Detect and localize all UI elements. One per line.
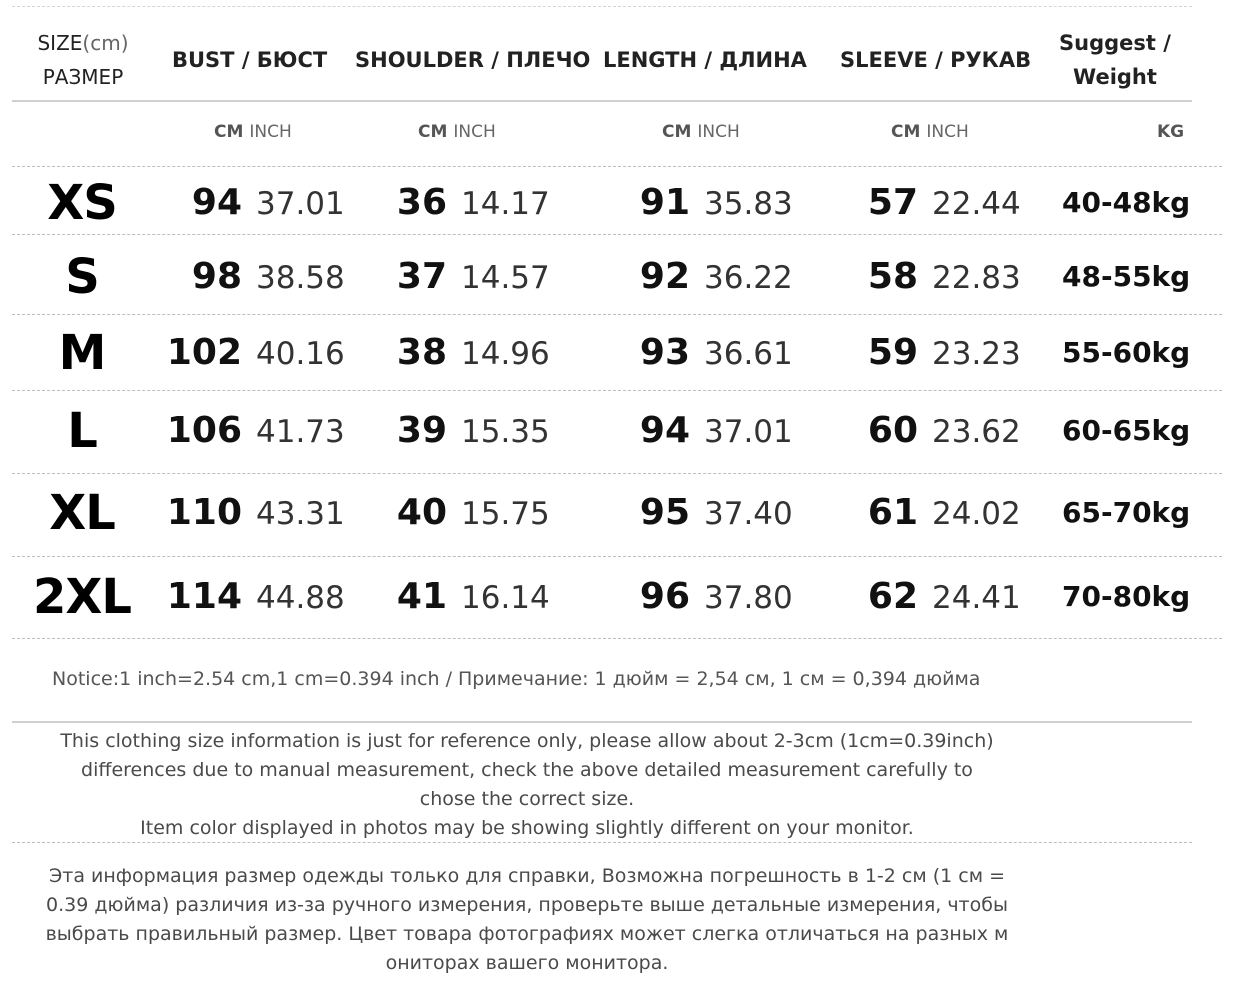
shoulder-inch-value: 16.14 [461,580,550,616]
shoulder-cell [365,566,550,634]
shoulder-cm-value: 36 [396,182,447,223]
size-label: L [67,403,97,459]
shoulder-units [418,122,496,142]
shoulder-cell [365,400,550,468]
bust-cm-value: 114 [166,576,242,617]
bust-cm-value: 98 [191,256,242,297]
shoulder-inch-value: 15.35 [461,414,550,450]
bust-units [214,122,292,142]
sleeve-cm-value: 58 [867,256,918,297]
shoulder-inch-value: 14.17 [461,186,550,222]
length-cm-value: 94 [639,410,690,451]
weight-column-header [1040,20,1190,100]
disclaimer-ru-line: ониторах вашего монитора. [385,952,669,974]
length-column-header: LENGTH / ДЛИНА [603,48,807,72]
table-row [0,566,1235,628]
weight-value: 60-65kg [1062,414,1191,447]
unit-cm-label: CM [214,122,244,142]
shoulder-cell [365,482,550,550]
sleeve-cell [836,246,1021,314]
disclaimer-en-line: differences due to manual measurement, check the above detailed measurement carefully to [81,759,973,781]
table-row [0,400,1235,462]
top-divider [12,6,1192,7]
sleeve-cell [836,172,1021,240]
unit-inch-label: INCH [697,122,740,142]
bust-column-header: BUST / БЮСТ [172,48,328,72]
disclaimer-ru-line: выбрать правильный размер. Цвет товара фотографиях может слегка отличаться на разных м [45,923,1009,945]
weight-header-line1: Suggest / [1059,31,1171,55]
shoulder-cm-value: 37 [396,256,447,297]
bust-inch-value: 41.73 [256,414,345,450]
bust-inch-value: 43.31 [256,496,345,532]
disclaimer-en-line: Item color displayed in photos may be showing slightly different on your monitor. [140,817,914,839]
shoulder-cm-value: 40 [396,492,447,533]
unit-inch-label: INCH [926,122,969,142]
length-cell [608,246,793,314]
size-label: XL [49,485,115,541]
length-inch-value: 36.22 [704,260,793,296]
sleeve-inch-value: 22.83 [932,260,1021,296]
sleeve-cm-value: 57 [867,182,918,223]
length-inch-value: 35.83 [704,186,793,222]
length-cell [608,566,793,634]
shoulder-cm-value: 39 [396,410,447,451]
shoulder-inch-value: 14.96 [461,336,550,372]
shoulder-cell [365,172,550,240]
weight-value: 48-55kg [1062,260,1191,293]
shoulder-inch-value: 14.57 [461,260,550,296]
length-cm-value: 95 [639,492,690,533]
sleeve-cell [836,482,1021,550]
sleeve-units [891,122,969,142]
unit-cm-label: CM [418,122,448,142]
weight-header-line2: Weight [1073,65,1157,89]
bust-inch-value: 38.58 [256,260,345,296]
bust-cm-value: 110 [166,492,242,533]
length-cell [608,322,793,390]
size-label: XS [47,175,117,231]
size-column-header [18,20,148,100]
length-cm-value: 93 [639,332,690,373]
disclaimer-russian [12,862,1042,978]
sleeve-inch-value: 23.23 [932,336,1021,372]
weight-value: 55-60kg [1062,336,1191,369]
bust-cell [160,246,345,314]
sleeve-inch-value: 24.02 [932,496,1021,532]
size-header-unit: (cm) [82,31,129,55]
sleeve-cell [836,400,1021,468]
header-divider [12,100,1192,102]
unit-kg-label: KG [1157,122,1185,142]
row-divider [12,473,1222,474]
row-divider [12,556,1222,557]
bust-cm-value: 94 [191,182,242,223]
notice-divider [12,721,1192,723]
bust-cell [160,566,345,634]
unit-cm-label: CM [891,122,921,142]
unit-inch-label: INCH [249,122,292,142]
size-header-label-ru: РАЗМЕР [42,65,124,89]
size-label: M [58,325,106,381]
bust-cell [160,400,345,468]
shoulder-cm-value: 41 [396,576,447,617]
length-inch-value: 37.01 [704,414,793,450]
weight-value: 70-80kg [1062,580,1191,613]
sleeve-inch-value: 22.44 [932,186,1021,222]
size-header-label: SIZE [37,31,83,55]
shoulder-column-header: SHOULDER / ПЛЕЧО [355,48,591,72]
length-cell [608,482,793,550]
sleeve-cell [836,566,1021,634]
bust-cm-value: 102 [166,332,242,373]
row-divider [12,234,1222,235]
row-divider [12,314,1222,315]
table-row [0,246,1235,308]
unit-inch-label: INCH [453,122,496,142]
sleeve-inch-value: 24.41 [932,580,1021,616]
table-row [0,322,1235,384]
bust-cell [160,482,345,550]
sleeve-cm-value: 59 [867,332,918,373]
length-cm-value: 91 [639,182,690,223]
shoulder-cell [365,246,550,314]
bust-inch-value: 37.01 [256,186,345,222]
length-inch-value: 37.40 [704,496,793,532]
length-cm-value: 96 [639,576,690,617]
sleeve-cm-value: 61 [867,492,918,533]
shoulder-cell [365,322,550,390]
row-divider [12,638,1222,639]
weight-value: 40-48kg [1062,186,1191,219]
row-divider [12,390,1222,391]
shoulder-inch-value: 15.75 [461,496,550,532]
bust-cell [160,172,345,240]
size-header-line1 [37,26,128,60]
disclaimer-en-line: This clothing size information is just for reference only, please allow about 2-3cm (1cm=0.39inch) [60,730,994,752]
sleeve-cm-value: 60 [867,410,918,451]
disclaimer-en-line: chose the correct size. [419,788,635,810]
size-label: 2XL [33,569,131,625]
weight-value: 65-70kg [1062,496,1191,529]
sleeve-inch-value: 23.62 [932,414,1021,450]
bust-inch-value: 44.88 [256,580,345,616]
bust-cm-value: 106 [166,410,242,451]
length-cm-value: 92 [639,256,690,297]
shoulder-cm-value: 38 [396,332,447,373]
sleeve-cell [836,322,1021,390]
disclaimer-ru-line: 0.39 дюйма) различия из-за ручного измерения, проверьте выше детальные измерения, чтобы [46,894,1008,916]
weight-units [1157,122,1184,142]
length-inch-value: 37.80 [704,580,793,616]
length-cell [608,400,793,468]
table-row [0,482,1235,544]
disclaimer-english [12,727,1042,843]
row-divider [12,166,1222,167]
bust-cell [160,322,345,390]
table-row [0,172,1235,234]
disclaimer-ru-line: Эта информация размер одежды только для справки, Возможна погрешность в 1-2 см (1 см = [48,865,1006,887]
length-inch-value: 36.61 [704,336,793,372]
unit-conversion-notice: Notice:1 inch=2.54 cm,1 cm=0.394 inch / Примечание: 1 дюйм = 2,54 см, 1 см = 0,394 дюйма [52,668,981,690]
length-units [662,122,740,142]
sleeve-column-header: SLEEVE / РУКАВ [840,48,1032,72]
sleeve-cm-value: 62 [867,576,918,617]
length-cell [608,172,793,240]
unit-cm-label: CM [662,122,692,142]
size-label: S [65,249,99,305]
bust-inch-value: 40.16 [256,336,345,372]
disclaimer-divider [12,842,1192,843]
